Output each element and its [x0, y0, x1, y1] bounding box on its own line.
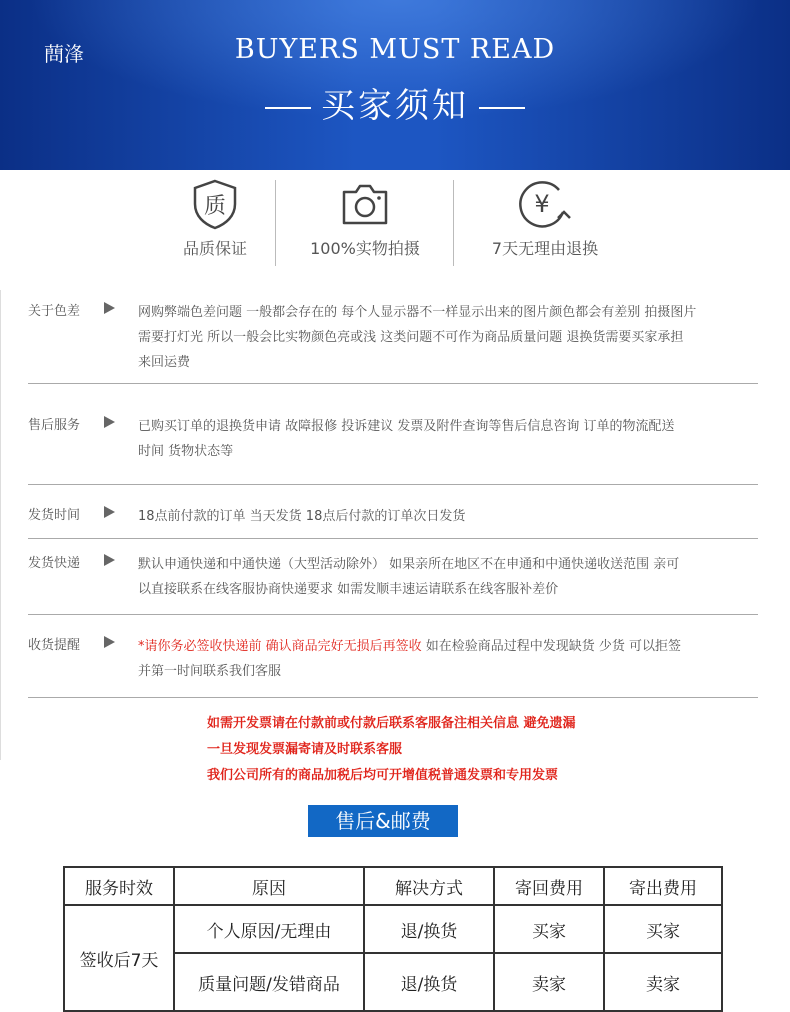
shield-character: 质 [203, 194, 227, 219]
after-sale-table [63, 866, 723, 1012]
notice-title: 收货提醒 [28, 638, 81, 653]
divider [28, 383, 758, 384]
notice-text-rest: 如在检验商品过程中发现缺货 少货 可以拒签 [421, 639, 682, 654]
yuan-character: ¥ [534, 190, 550, 218]
table-header-row [64, 867, 722, 905]
banner-title-en: BUYERS MUST READ [234, 34, 556, 65]
notice-title: 发货时间 [28, 508, 81, 523]
notice-text [138, 504, 758, 529]
notice-title: 售后服务 [28, 418, 81, 433]
table-cell: 退/换货 [364, 953, 494, 1011]
table-cell: 卖家 [494, 953, 604, 1011]
promise-label: 100%实物拍摄 [310, 239, 420, 258]
notice-text [138, 552, 758, 602]
promise-return [470, 178, 620, 268]
invoice-note: 我们公司所有的商品加税后均可开增值税普通发票和专用发票 [207, 768, 559, 783]
notice-line: 并第一时间联系我们客服 [138, 664, 282, 679]
table-header-cell: 原因 [174, 867, 364, 905]
notice-title: 发货快递 [28, 556, 81, 571]
triangle-right-icon [104, 506, 115, 518]
triangle-right-icon [104, 302, 115, 314]
left-guide-line [0, 290, 1, 760]
table-header-cell: 服务时效 [64, 867, 174, 905]
header-banner [0, 0, 790, 170]
table-cell: 买家 [604, 905, 722, 953]
right-dash [479, 107, 525, 109]
triangle-right-icon [104, 554, 115, 566]
divider [28, 614, 758, 615]
table-header-cell: 寄回费用 [494, 867, 604, 905]
warning-text: *请你务必签收快递前 确认商品完好无损后再签收 [138, 639, 422, 654]
shop-name: 蔄浲 [44, 42, 84, 66]
triangle-right-icon [104, 416, 115, 428]
promise-photo [295, 178, 435, 268]
notice-line: 18点前付款的订单 当天发货 18点后付款的订单次日发货 [138, 509, 466, 524]
divider [275, 180, 276, 266]
table-cell: 卖家 [604, 953, 722, 1011]
notice-line: 网购弊端色差问题 一般都会存在的 每个人显示器不一样显示出来的图片颜色都会有差别 拍摄图片 [138, 305, 697, 320]
promise-label: 7天无理由退换 [491, 239, 599, 258]
notice-line: 默认申通快递和中通快递（大型活动除外） 如果亲所在地区不在申通和中通快递收送范围 亲可 [138, 557, 680, 572]
table-cell: 买家 [494, 905, 604, 953]
promise-quality [160, 178, 270, 268]
table-cell: 个人原因/无理由 [174, 905, 364, 953]
yuan-return-icon [515, 178, 575, 230]
promise-label: 品质保证 [182, 239, 247, 258]
banner-title-cn [0, 78, 790, 127]
invoice-note: 如需开发票请在付款前或付款后联系客服备注相关信息 避免遗漏 [207, 716, 576, 731]
divider [453, 180, 454, 266]
notice-line: 已购买订单的退换货申请 故障报修 投诉建议 发票及附件查询等售后信息咨询 订单的物流配送 [138, 419, 675, 434]
notice-line: 时间 货物状态等 [138, 444, 234, 459]
banner-title-cn-text: 买家须知 [321, 86, 469, 126]
table-row [64, 905, 722, 953]
invoice-note: 一旦发现发票漏寄请及时联系客服 [207, 742, 403, 757]
notice-line: 需要打灯光 所以一般会比实物颜色亮或浅 这类问题不可作为商品质量问题 退换货需要买家承担 [138, 330, 684, 345]
notice-text [138, 300, 758, 375]
table-cell: 质量问题/发错商品 [174, 953, 364, 1011]
table-cell: 退/换货 [364, 905, 494, 953]
section-title-after-sale-shipping: 售后&邮费 [308, 805, 458, 837]
notice-text [138, 414, 758, 464]
table-header-cell: 解决方式 [364, 867, 494, 905]
table-header-cell: 寄出费用 [604, 867, 722, 905]
notice-line [138, 634, 758, 659]
notice-title: 关于色差 [28, 304, 81, 319]
notice-line: 来回运费 [138, 355, 191, 370]
divider [28, 484, 758, 485]
camera-icon [339, 178, 391, 230]
quality-shield-icon [189, 178, 241, 230]
divider [28, 538, 758, 539]
divider [28, 697, 758, 698]
triangle-right-icon [104, 636, 115, 648]
notice-line: 以直接联系在线客服协商快递要求 如需发顺丰速运请联系在线客服补差价 [138, 582, 559, 597]
left-dash [265, 107, 311, 109]
table-cell-period: 签收后7天 [64, 905, 174, 1011]
notice-text [138, 634, 758, 684]
